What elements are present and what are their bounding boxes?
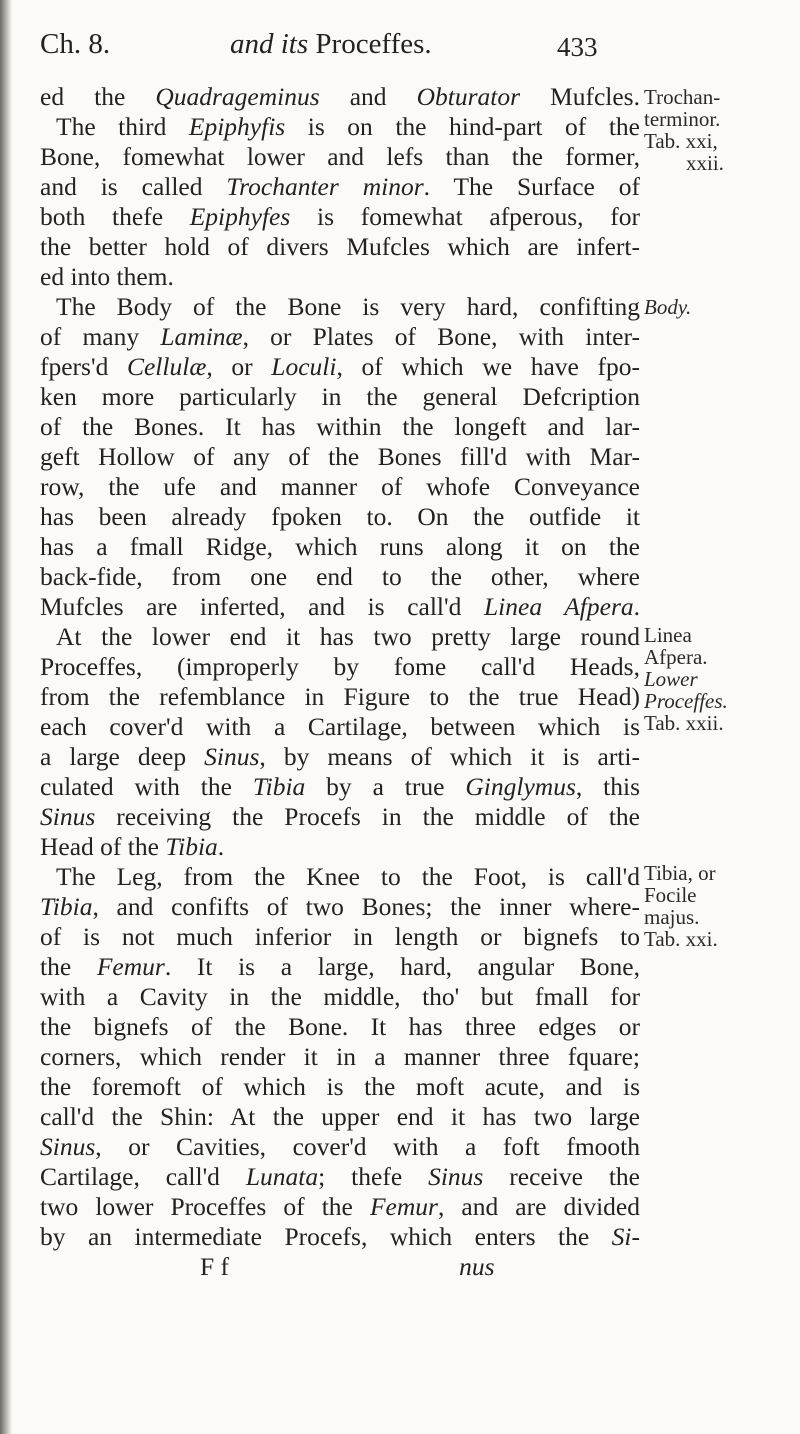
margin-note-line: Linea	[644, 623, 692, 647]
text-line: from the refemblance in Figure to the true Head)	[40, 682, 640, 711]
catchword: nus	[459, 1252, 495, 1281]
margin-note-line: Proceffes.	[644, 689, 728, 713]
running-title-roman: Proceffes.	[315, 28, 432, 60]
text-line: corners, which render it in a manner three fquare;	[40, 1042, 640, 1071]
text-line: both thefe Epiphyfes is fomewhat afperous, for	[40, 202, 640, 231]
margin-note-tibia	[644, 862, 794, 950]
text-line: Head of the Tibia.	[40, 832, 225, 861]
text-line: The third Epiphyfis is on the hind-part of the	[56, 112, 640, 141]
margin-note-line: terminor.	[644, 107, 721, 131]
text-line: Sinus, or Cavities, cover'd with a foft fmooth	[40, 1132, 640, 1161]
text-line: back-fide, from one end to the other, where	[40, 562, 640, 591]
text-line: has a fmall Ridge, which runs along it on the	[40, 532, 640, 561]
text-line: ed the Quadrageminus and Obturator Mufcles.	[40, 82, 640, 111]
book-binding-shadow	[0, 0, 12, 1434]
text-line: ed into them.	[40, 262, 174, 291]
margin-note-line: majus.	[644, 905, 700, 929]
text-line: the bignefs of the Bone. It has three edges or	[40, 1012, 640, 1041]
margin-note-line: xxii.	[686, 151, 724, 175]
text-line: the Femur. It is a large, hard, angular Bone,	[40, 952, 640, 981]
text-line: two lower Proceffes of the Femur, and are divided	[40, 1192, 640, 1221]
margin-note-line: Tab. xxi,	[644, 129, 718, 153]
text-line: row, the ufe and manner of whofe Conveyance	[40, 472, 640, 501]
margin-note-body	[644, 296, 794, 318]
text-line: a large deep Sinus, by means of which it is arti-	[40, 742, 640, 771]
margin-note-line: Trochan-	[644, 85, 721, 109]
text-line: the foremoft of which is the moft acute, and is	[40, 1072, 640, 1101]
margin-note-lower-processes	[644, 668, 794, 734]
text-line: Bone, fomewhat lower and lefs than the former,	[40, 142, 640, 171]
running-header	[40, 28, 640, 78]
text-line: of many Laminæ, or Plates of Bone, with inter-	[40, 322, 640, 351]
text-line: ken more particularly in the general Defcription	[40, 382, 640, 411]
text-line: fpers'd Cellulæ, or Loculi, of which we have fpo-	[40, 352, 640, 381]
text-line: of is not much inferior in length or bignefs to	[40, 922, 640, 951]
margin-note-line: Tab. xxii.	[644, 711, 724, 735]
text-line: Proceffes, (improperly by fome call'd Heads,	[40, 652, 640, 681]
page-number: 433	[557, 32, 598, 62]
text-line: Mufcles are inferted, and is call'd Linea Afpera.	[40, 592, 640, 621]
text-line: and is called Trochanter minor. The Surface of	[40, 172, 641, 201]
margin-note-trochanter	[644, 86, 794, 174]
margin-note-linea	[644, 624, 794, 668]
chapter-label: Ch. 8.	[40, 28, 111, 60]
text-line: of the Bones. It has within the longeft and lar-	[40, 412, 640, 441]
margin-note-line: Tab. xxi.	[644, 927, 718, 951]
text-line: At the lower end it has two pretty large round	[56, 622, 640, 651]
signature-mark: F f	[200, 1252, 230, 1281]
text-line: call'd the Shin: At the upper end it has two large	[40, 1102, 640, 1131]
margin-note-line: Lower	[644, 667, 698, 691]
text-line: Cartilage, call'd Lunata; thefe Sinus receive the	[40, 1162, 640, 1191]
text-line: Tibia, and confifts of two Bones; the inner where-	[40, 892, 640, 921]
text-line: culated with the Tibia by a true Ginglymus, this	[40, 772, 640, 801]
signature-line	[40, 1252, 640, 1282]
text-line: The Leg, from the Knee to the Foot, is call'd	[56, 862, 640, 891]
text-line: the better hold of divers Mufcles which are infert-	[40, 232, 640, 261]
text-line: by an intermediate Procefs, which enters the Si-	[40, 1222, 640, 1251]
text-line: Sinus receiving the Procefs in the middle of the	[40, 802, 640, 831]
margin-note-line: Focile	[644, 883, 697, 907]
running-title	[230, 28, 432, 61]
text-line: with a Cavity in the middle, tho' but fmall for	[40, 982, 640, 1011]
text-line: has been already fpoken to. On the outfide it	[40, 502, 640, 531]
margin-note-line: Afpera.	[644, 645, 708, 669]
running-title-italic: and its	[230, 28, 309, 60]
text-line: The Body of the Bone is very hard, confifting	[56, 292, 640, 321]
margin-note-line: Body.	[644, 295, 692, 319]
text-line: each cover'd with a Cartilage, between which is	[40, 712, 640, 741]
margin-note-line: Tibia, or	[644, 861, 716, 885]
main-text-column	[40, 82, 640, 1282]
text-line: geft Hollow of any of the Bones fill'd with Mar-	[40, 442, 640, 471]
